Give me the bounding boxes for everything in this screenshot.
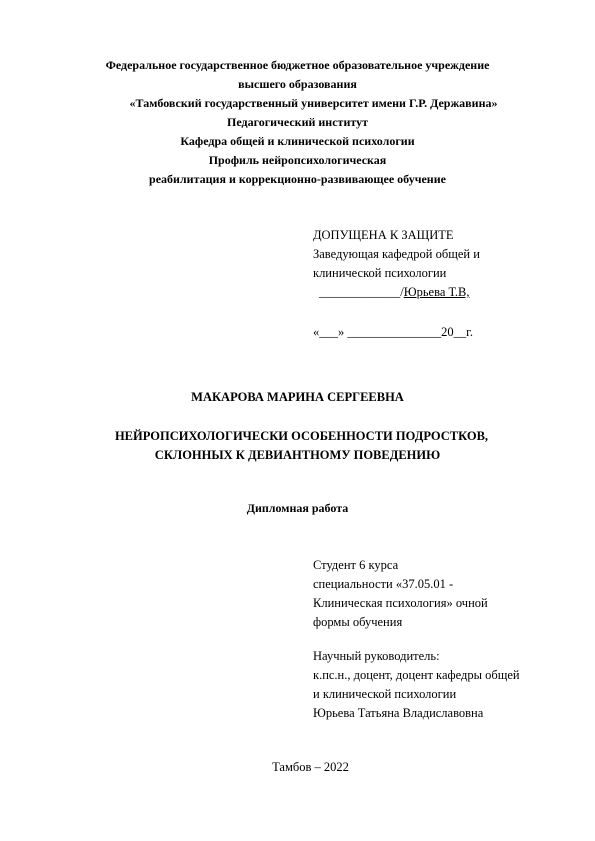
approval-signature [313, 283, 563, 302]
header-line-institute: Педагогический институт [227, 115, 368, 129]
supervisor-line3: и клинической психологии [313, 687, 457, 701]
student-line3: Клиническая психология» очной [313, 596, 488, 610]
supervisor-info [313, 647, 563, 723]
supervisor-line4: Юрьева Татьяна Владиславовна [313, 706, 484, 720]
signature-name: Юрьева Т.В, [403, 285, 470, 299]
approval-position-line2: клинической психологии [313, 266, 447, 280]
thesis-title [0, 427, 595, 465]
thesis-title-line1: НЕЙРОПСИХОЛОГИЧЕСКИ ОСОБЕННОСТИ ПОДРОСТКОВ, [114, 429, 489, 443]
thesis-title-line2: СКЛОННЫХ К ДЕВИАНТНОМУ ПОВЕДЕНИЮ [154, 448, 441, 462]
header-line-profile: Профиль нейропсихологическая [208, 153, 387, 167]
approval-block [313, 226, 563, 342]
work-type: Дипломная работа [246, 501, 349, 515]
signature-blank: _____________/ [319, 285, 404, 299]
header-line-federal: Федеральное государственное бюджетное образовательное учреждение [105, 58, 490, 72]
student-line4: формы обучения [313, 615, 403, 629]
supervisor-line1: Научный руководитель: [313, 649, 440, 663]
approval-heading: ДОПУЩЕНА К ЗАЩИТЕ [313, 228, 454, 242]
student-line2: специальности «37.05.01 - [313, 577, 454, 591]
student-line1: Студент 6 курса [313, 558, 399, 572]
header-line-profile-continued: реабилитация и коррекционно-развивающее обучение [149, 172, 446, 186]
header-line-education: высшего образования [238, 77, 357, 91]
author-name: МАКАРОВА МАРИНА СЕРГЕЕВНА [191, 390, 404, 404]
student-info [313, 556, 563, 632]
header-line-university: «Тамбовский государственный университет имени Г.Р. Державина» [129, 96, 498, 110]
approval-date: «___» _______________20__г. [313, 325, 473, 339]
approval-position-line1: Заведующая кафедрой общей и [313, 247, 480, 261]
institution-header [0, 56, 595, 189]
city-year: Тамбов – 2022 [272, 760, 349, 774]
header-line-department: Кафедра общей и клинической психологии [180, 134, 415, 148]
supervisor-line2: к.пс.н., доцент, доцент кафедры общей [313, 668, 520, 682]
